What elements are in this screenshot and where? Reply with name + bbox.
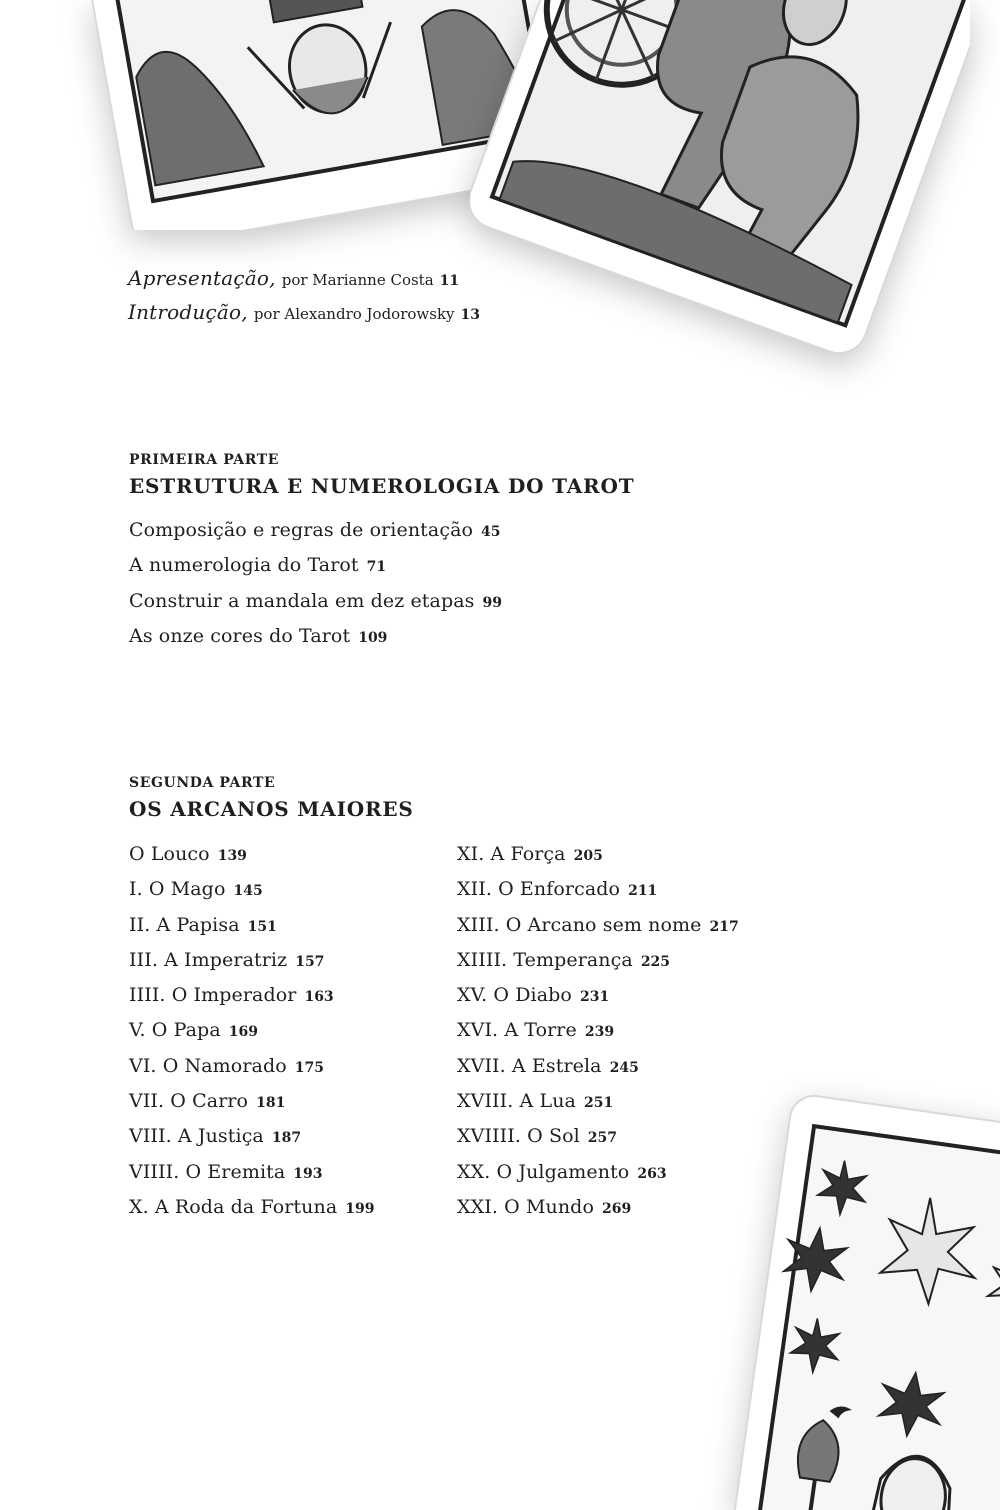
page-number: 109 [358, 629, 388, 646]
part-two-title: OS ARCANOS MAIORES [129, 797, 414, 821]
entry-title: XX. O Julgamento [457, 1160, 630, 1183]
toc-entry[interactable] [129, 625, 502, 660]
toc-entry[interactable] [457, 878, 739, 913]
toc-entry[interactable] [457, 984, 739, 1019]
entry-title: A numerologia do Tarot [129, 554, 359, 577]
entry-title: I. O Mago [129, 878, 226, 901]
toc-entry[interactable] [129, 590, 502, 625]
entry-title: XVII. A Estrela [457, 1054, 602, 1077]
toc-entry[interactable] [129, 949, 375, 984]
toc-entry[interactable] [129, 878, 375, 913]
entry-title: III. A Imperatriz [129, 948, 288, 971]
entry-title: IIII. O Imperador [129, 984, 297, 1007]
toc-entry[interactable] [129, 914, 375, 949]
toc-entry[interactable] [129, 843, 375, 878]
tarot-card-chariot-illustration [470, 0, 970, 380]
toc-entry[interactable] [457, 1055, 739, 1090]
toc-entry[interactable] [129, 1125, 375, 1160]
toc-entry[interactable] [128, 300, 480, 334]
entry-title: Introdução, [128, 300, 248, 324]
toc-entry[interactable] [457, 1019, 739, 1054]
entry-title: VI. O Namorado [129, 1054, 287, 1077]
part-one-toc-list [129, 519, 502, 660]
entry-title: XVI. A Torre [457, 1019, 577, 1042]
page-number: 225 [640, 953, 671, 970]
part-two-label: SEGUNDA PARTE [129, 775, 276, 791]
toc-entry[interactable] [129, 1161, 375, 1196]
page-number: 193 [293, 1165, 323, 1182]
entry-title: Construir a mandala em dez etapas [129, 589, 475, 612]
entry-title: XVIII. A Lua [457, 1090, 576, 1113]
entry-title: XIII. O Arcano sem nome [457, 913, 702, 936]
arcana-list-column-2 [457, 843, 739, 1231]
page-number: 157 [295, 953, 325, 970]
entry-title: VIII. A Justiça [129, 1125, 264, 1148]
page-number: 205 [573, 848, 603, 864]
entry-title: O Louco [129, 843, 210, 865]
toc-entry[interactable] [129, 554, 502, 589]
page-number: 139 [217, 848, 247, 864]
part-one-label: PRIMEIRA PARTE [129, 452, 280, 468]
page-number: 145 [233, 883, 263, 900]
page-number: 263 [637, 1165, 667, 1182]
entry-title: VII. O Carro [129, 1090, 249, 1113]
toc-entry[interactable] [457, 914, 739, 949]
entry-title: X. A Roda da Fortuna [129, 1195, 338, 1218]
page-number: 231 [579, 989, 610, 1006]
page-number: 251 [584, 1095, 614, 1112]
entry-title: Composição e regras de orientação [129, 519, 474, 541]
toc-entry[interactable] [129, 984, 375, 1019]
page-number: 99 [482, 594, 502, 611]
toc-entry[interactable] [129, 1090, 375, 1125]
page-number: 11 [439, 273, 460, 289]
page-number: 181 [256, 1095, 286, 1112]
toc-entry[interactable] [457, 1196, 739, 1231]
toc-entry[interactable] [129, 1196, 375, 1231]
entry-title: II. A Papisa [129, 913, 240, 936]
toc-entry[interactable] [129, 1055, 375, 1090]
entry-title: V. O Papa [129, 1019, 221, 1042]
page-number: 13 [460, 307, 481, 323]
entry-title: Apresentação, [128, 266, 276, 290]
page-number: 151 [247, 918, 277, 935]
page-number: 169 [228, 1024, 258, 1041]
page-number: 269 [601, 1200, 632, 1217]
arcana-list-column-1 [129, 843, 375, 1231]
page-number: 163 [304, 989, 334, 1006]
entry-title: XI. A Força [457, 843, 566, 865]
toc-entry[interactable] [457, 1125, 739, 1160]
entry-title: XV. O Diabo [457, 984, 572, 1007]
toc-entry[interactable] [457, 843, 739, 878]
page-number: 257 [587, 1130, 618, 1147]
page-number: 71 [366, 559, 387, 576]
entry-author: por Alexandro Jodorowsky [253, 305, 455, 323]
intro-section [128, 266, 480, 334]
page-number: 245 [609, 1059, 639, 1076]
entry-title: VIIII. O Eremita [129, 1160, 286, 1183]
entry-title: XII. O Enforcado [457, 878, 621, 901]
toc-entry[interactable] [129, 519, 502, 554]
page-number: 175 [294, 1059, 324, 1076]
toc-entry[interactable] [128, 266, 480, 300]
toc-entry[interactable] [457, 1090, 739, 1125]
entry-title: XXI. O Mundo [457, 1195, 594, 1218]
page-number: 211 [628, 883, 658, 900]
page-number: 217 [709, 918, 739, 935]
entry-author: por Marianne Costa [281, 271, 434, 289]
entry-title: As onze cores do Tarot [129, 624, 351, 647]
part-one-title: ESTRUTURA E NUMEROLOGIA DO TAROT [129, 474, 635, 498]
toc-entry[interactable] [457, 949, 739, 984]
page-number: 45 [481, 524, 501, 540]
entry-title: XIIII. Temperança [457, 948, 633, 971]
toc-entry[interactable] [129, 1019, 375, 1054]
toc-entry[interactable] [457, 1161, 739, 1196]
page-number: 239 [584, 1024, 615, 1041]
entry-title: XVIIII. O Sol [457, 1125, 580, 1148]
page-number: 199 [345, 1200, 375, 1217]
page-number: 187 [271, 1130, 302, 1147]
